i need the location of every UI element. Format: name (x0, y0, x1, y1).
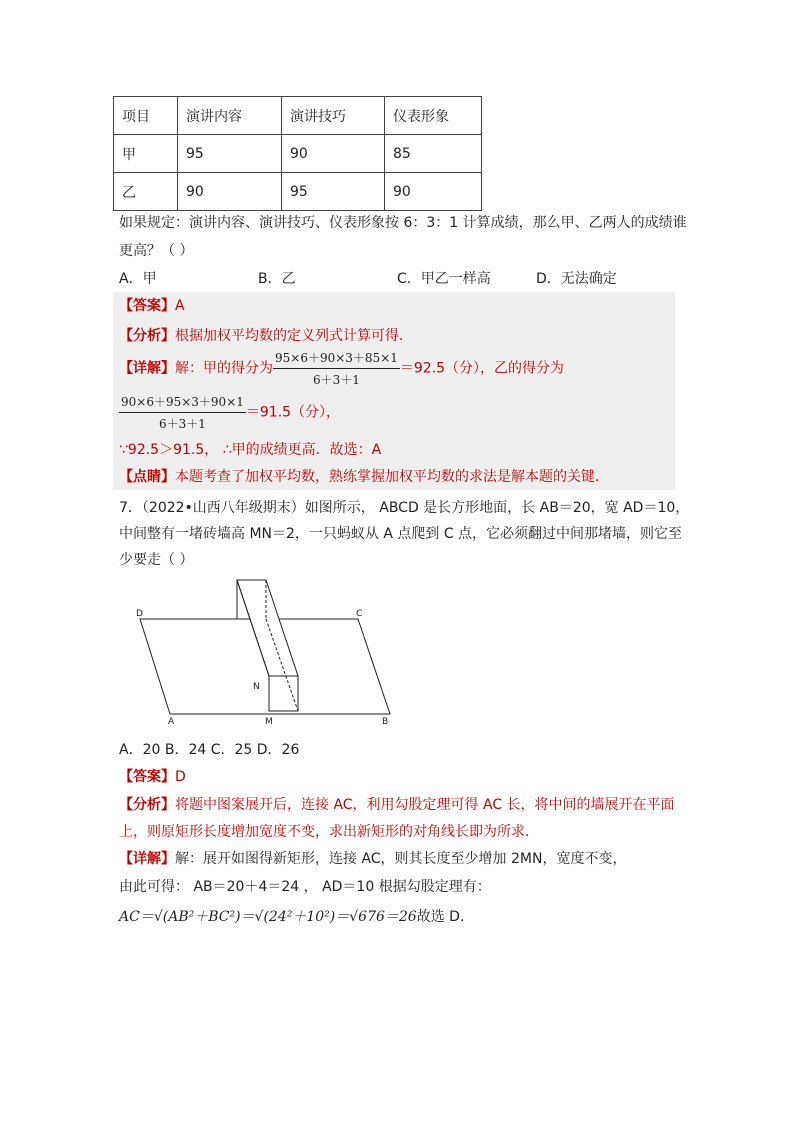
answer-value: D (175, 769, 186, 785)
q6-answer (119, 295, 185, 315)
analysis-text: 根据加权平均数的定义列式计算可得． (175, 328, 413, 344)
comment-tag: 【点睛】 (119, 469, 175, 485)
label-n: N (253, 682, 260, 692)
table-cell: 95 (178, 135, 282, 173)
detail-result: ＝92.5（分），乙的得分为 (399, 360, 565, 377)
answer-tag: 【答案】 (119, 769, 175, 785)
table-cell: 90 (385, 173, 482, 211)
table-cell: 85 (385, 135, 482, 173)
answer-value: A (175, 298, 185, 314)
q6-option-a: A．甲 (119, 271, 157, 287)
analysis-tag: 【分析】 (119, 797, 175, 813)
q7-stem-line3: 少要走（ ） (119, 552, 194, 568)
q6-option-c: C．甲乙一样高 (397, 271, 491, 287)
label-c: C (356, 609, 363, 619)
q6-option-d: D．无法确定 (536, 271, 617, 287)
q7-analysis-line2: 上，则原矩形长度增加宽度不变，求出新矩形的对角线长即为所求． (119, 824, 539, 840)
q7-answer (119, 766, 186, 786)
q6-conclusion: ∵92.5＞91.5， ∴甲的成绩更高．故选：A (119, 442, 382, 458)
table-cell: 甲 (114, 135, 178, 173)
label-d: D (136, 609, 143, 619)
label-b: B (382, 717, 389, 727)
q6-solution-panel (113, 292, 675, 490)
detail-text: 解：展开如图得新矩形，连接 AC，则其长度至少增加 2MN，宽度不变， (175, 851, 627, 867)
analysis-tag: 【分析】 (119, 328, 175, 344)
table-cell: 90 (282, 135, 385, 173)
q7-stem-line2: 中间整有一堵砖墙高 MN＝2，一只蚂蚁从 A 点爬到 C 点，它必须翻过中间那堵墙，则它至 (119, 526, 683, 542)
q7-formula-line (119, 906, 464, 926)
table-header-cell: 项目 (114, 97, 178, 135)
q6-option-b: B．乙 (258, 271, 296, 287)
detail-tag: 【详解】 (119, 360, 175, 377)
fraction-denominator: 6＋3＋1 (158, 417, 206, 431)
table-header-cell: 演讲技巧 (282, 97, 385, 135)
q7-detail-line1 (119, 848, 626, 868)
answer-tag: 【答案】 (119, 298, 175, 314)
q7-stem-line1: 7．（2022•山西八年级期末）如图所示， ABCD 是长方形地面，长 AB＝20，宽 AD＝10， (119, 500, 690, 516)
score-table (113, 96, 482, 211)
label-m: M (265, 717, 273, 727)
table-cell: 90 (178, 173, 282, 211)
q6-stem-line2: 更高？（ ） (119, 243, 194, 259)
fraction-numerator: 95×6＋90×3＋85×1 (273, 349, 400, 369)
detail-text: 解：甲的得分为 (175, 360, 273, 377)
fraction-yi (119, 393, 246, 432)
analysis-text: 将题中图案展开后，连接 AC，利用勾股定理可得 AC 长，将中间的墙展开在平面 (175, 797, 675, 813)
q6-detail-line1 (119, 349, 564, 388)
table-row (114, 135, 482, 173)
fraction-jia (273, 349, 400, 388)
table-header-row (114, 97, 482, 135)
table-row (114, 173, 482, 211)
table-header-cell: 演讲内容 (178, 97, 282, 135)
fraction-denominator: 6＋3＋1 (312, 373, 360, 387)
q6-analysis (119, 325, 413, 345)
q6-comment (119, 466, 609, 486)
label-a: A (168, 717, 175, 727)
q7-options: A．20 B．24 C．25 D．26 (119, 742, 300, 758)
q7-detail-line2: 由此可得： AB＝20＋4＝24 ， AD＝10 根据勾股定理有： (119, 879, 491, 895)
table-cell: 95 (282, 173, 385, 211)
q6-stem-line1: 如果规定：演讲内容、演讲技巧、仪表形象按 6：3：1 计算成绩，那么甲、乙两人的成绩谁 (119, 215, 687, 231)
q6-detail-line2 (119, 393, 340, 432)
detail-tag: 【详解】 (119, 851, 175, 867)
wall-figure (130, 576, 400, 728)
fraction-numerator: 90×6＋95×3＋90×1 (119, 393, 246, 413)
formula-end: 故选 D. (416, 909, 465, 925)
q7-analysis-line1 (119, 794, 675, 814)
wall-body (237, 580, 298, 711)
comment-text: 本题考查了加权平均数，熟练掌握加权平均数的求法是解本题的关键． (175, 469, 609, 485)
table-header-cell: 仪表形象 (385, 97, 482, 135)
formula: AC＝√(AB²＋BC²)＝√(24²＋10²)＝√676＝26 (119, 909, 417, 925)
table-cell: 乙 (114, 173, 178, 211)
detail-result: ＝91.5（分）， (245, 404, 341, 421)
